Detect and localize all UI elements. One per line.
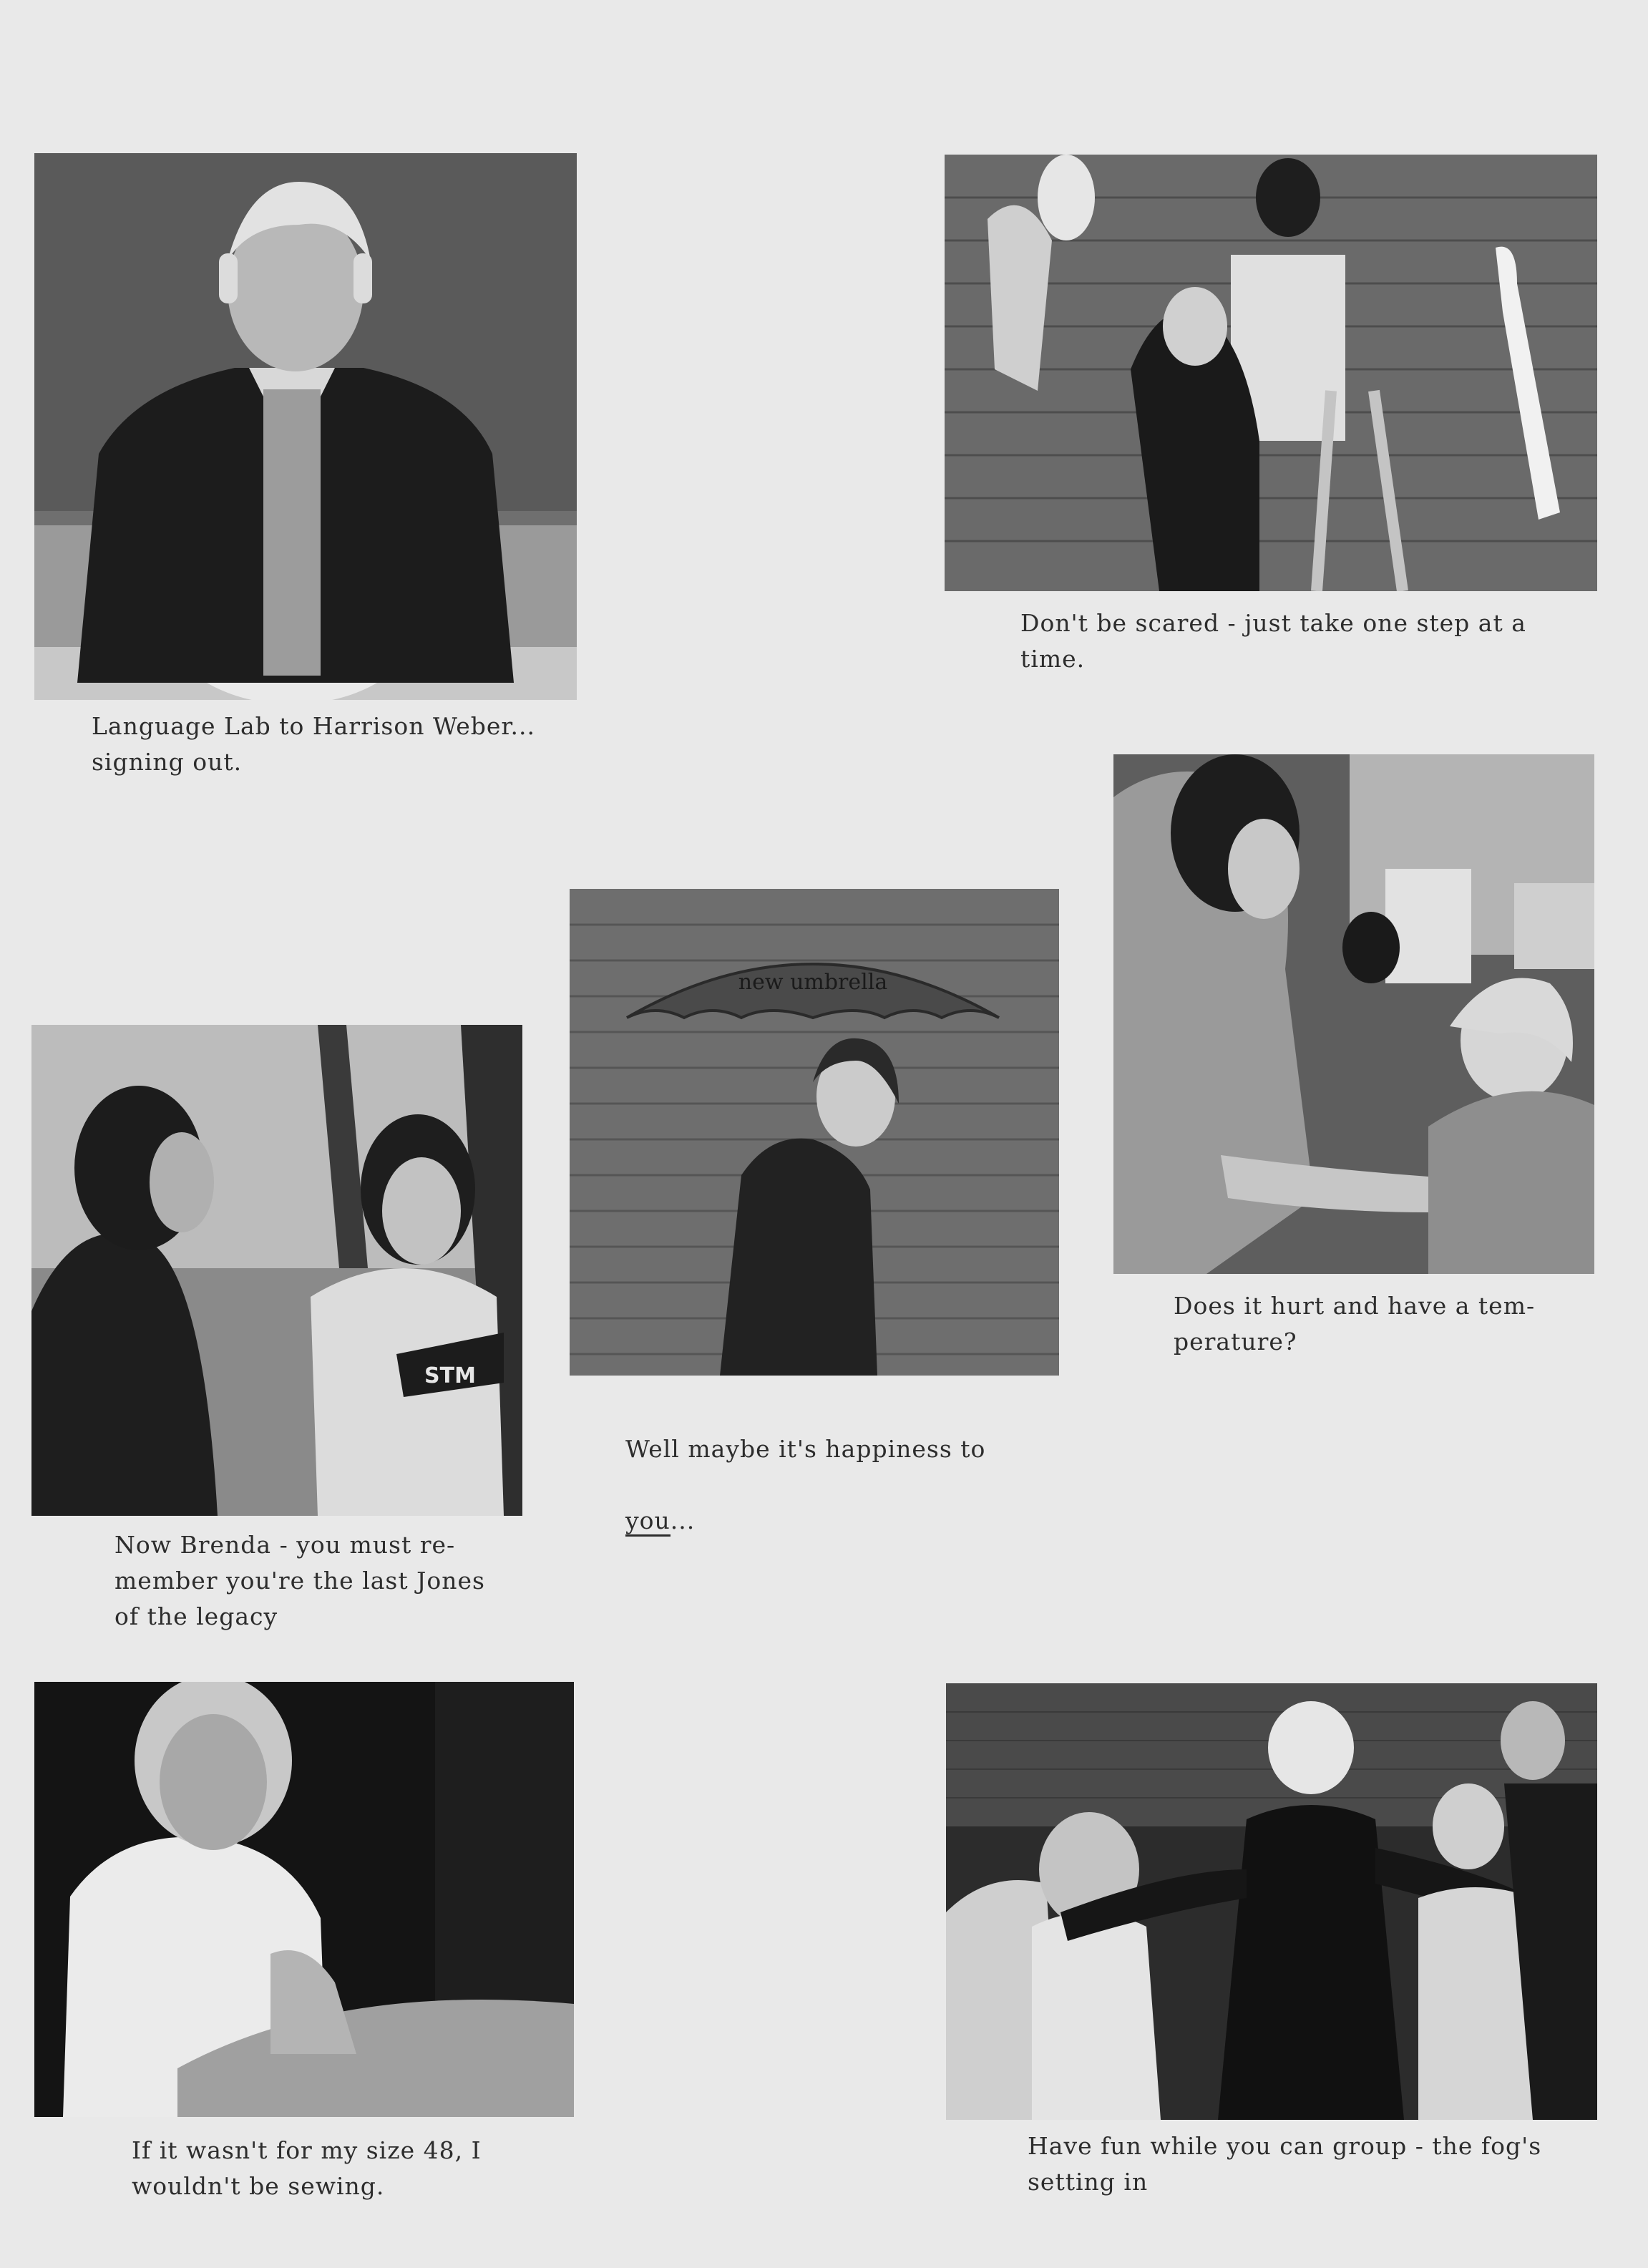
ladder-image xyxy=(945,155,1597,591)
dance-image xyxy=(946,1683,1597,2120)
umbrella-image xyxy=(570,889,1059,1376)
caption-temperature: Does it hurt and have a tem- perature? xyxy=(1174,1292,1536,1356)
photo-dance xyxy=(946,1683,1597,2120)
photo-ladder xyxy=(945,155,1597,591)
caption-umbrella xyxy=(625,1396,1055,1539)
photo-sewing xyxy=(34,1682,574,2117)
caption-dance: Have fun while you can group - the fog's setting in xyxy=(1028,2132,1542,2196)
caption-language-lab: Language Lab to Harrison Weber... signing out. xyxy=(92,712,535,776)
sweater-letters: STM xyxy=(424,1363,476,1388)
brenda-image xyxy=(31,1025,522,1516)
language-lab-image xyxy=(34,153,577,700)
photo-language-lab xyxy=(34,153,577,700)
photo-temperature xyxy=(1113,754,1594,1274)
photo-brenda xyxy=(31,1025,522,1516)
caption-brenda: Now Brenda - you must re- member you're the last Jones of the legacy xyxy=(114,1531,485,1630)
caption-umbrella-line-1: Well maybe it's happiness to xyxy=(625,1435,986,1463)
umbrella-sign-text: new umbrella xyxy=(738,970,888,995)
caption-sewing: If it wasn't for my size 48, I wouldn't be sewing. xyxy=(132,2136,482,2200)
caption-ladder: Don't be scared - just take one step at a time. xyxy=(1020,609,1526,673)
caption-umbrella-ellipsis: ... xyxy=(670,1507,696,1534)
caption-umbrella-underlined-word: you xyxy=(625,1507,671,1537)
sewing-image xyxy=(34,1682,574,2117)
photo-umbrella xyxy=(570,889,1059,1376)
temperature-image xyxy=(1113,754,1594,1274)
